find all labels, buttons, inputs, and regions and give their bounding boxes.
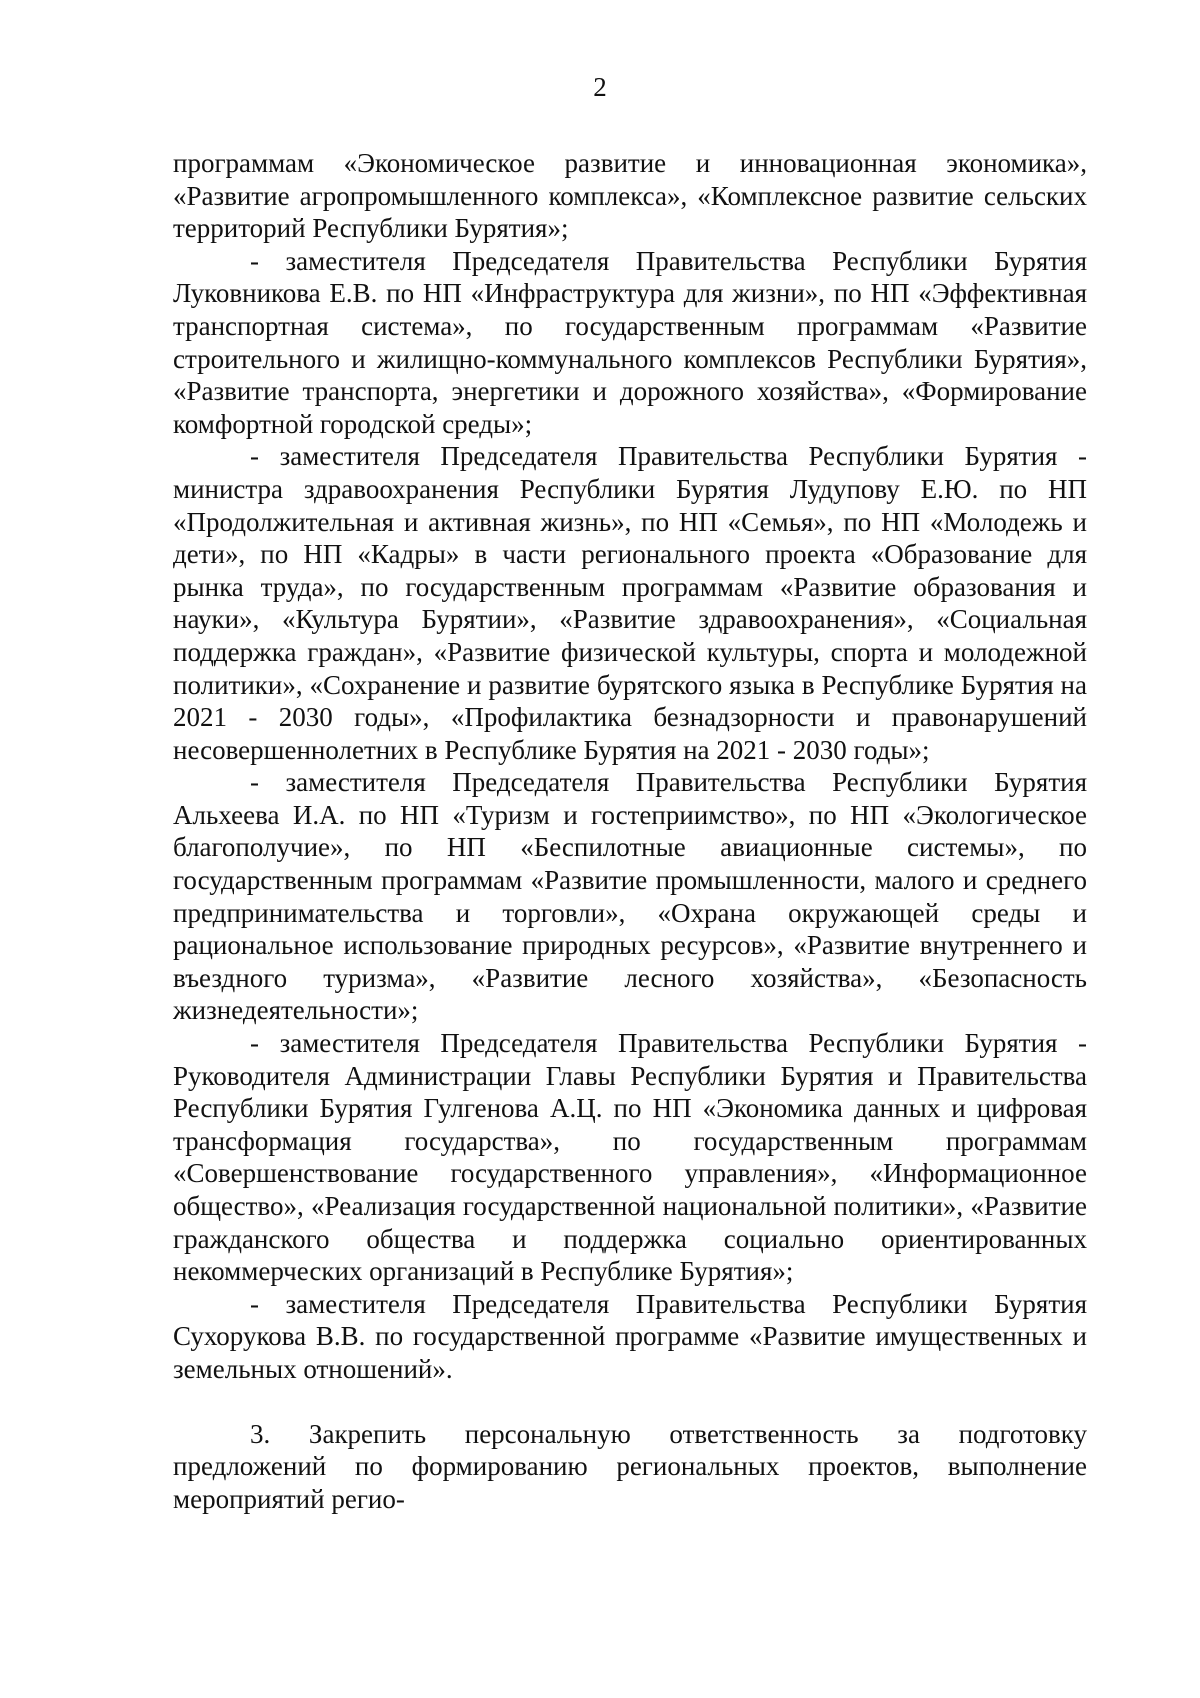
paragraph-ludupova: - заместителя Председателя Правительства Республики Бурятия - министра здравоохранения Республики Бурятия Лудупову Е.Ю. по НП «Продолжительная и активная жизнь», по НП «Семья», по НП «Молодежь и дети», по НП «Кадры» в части регионального проекта «Образование для рынка труда», по государственным программам «Развитие образования и науки», «Культура Бурятии», «Развитие здравоохранения», «Социальная поддержка граждан», «Развитие физической культуры, спорта и молодежной политики», «Сохранение и развитие бурятского языка в Республике Бурятия на 2021 - 2030 годы», «Профилактика безнадзорности и правонарушений несовершеннолетних в Республике Бурятия на 2021 - 2030 годы»; — [173, 441, 1087, 765]
paragraph-lukovnikov: - заместителя Председателя Правительства Республики Бурятия Луковникова Е.В. по НП «Инфраструктура для жизни», по НП «Эффективная транспортная система», по государственным программам «Развитие строительного и жилищно-коммунального комплексов Республики Бурятия», «Развитие транспорта, энергетики и дорожного хозяйства», «Формирование комфортной городской среды»; — [173, 245, 1087, 439]
paragraph-sukhorukov: - заместителя Председателя Правительства Республики Бурятия Сухорукова В.В. по государственной программе «Развитие имущественных и земельных отношений». — [173, 1288, 1087, 1384]
paragraph-continuation: программам «Экономическое развитие и инновационная экономика», «Развитие агропромышленного комплекса», «Комплексное развитие сельских территорий Республики Бурятия»; — [173, 148, 1087, 244]
document-body — [173, 147, 1087, 1515]
paragraph-item-3: 3. Закрепить персональную ответственность за подготовку предложений по формированию региональных проектов, выполнение мероприятий регио- — [173, 1418, 1087, 1514]
page-number: 2 — [593, 72, 607, 102]
paragraph-alkheev: - заместителя Председателя Правительства Республики Бурятия Альхеева И.А. по НП «Туризм и гостеприимство», по НП «Экологическое благополучие», по НП «Беспилотные авиационные системы», по государственным программам «Развитие промышленности, малого и среднего предпринимательства и торговли», «Охрана окружающей среды и рациональное использование природных ресурсов», «Развитие внутреннего и въездного туризма», «Развитие лесного хозяйства», «Безопасность жизнедеятельности»; — [173, 767, 1087, 1026]
paragraph-gulgenov: - заместителя Председателя Правительства Республики Бурятия - Руководителя Администрации Главы Республики Бурятия и Правительства Республики Бурятия Гулгенова А.Ц. по НП «Экономика данных и цифровая трансформация государства», по государственным программам «Совершенствование государственного управления», «Информационное общество», «Реализация государственной национальной политики», «Развитие гражданского общества и поддержка социально ориентированных некоммерческих организаций в Республике Бурятия»; — [173, 1028, 1087, 1287]
